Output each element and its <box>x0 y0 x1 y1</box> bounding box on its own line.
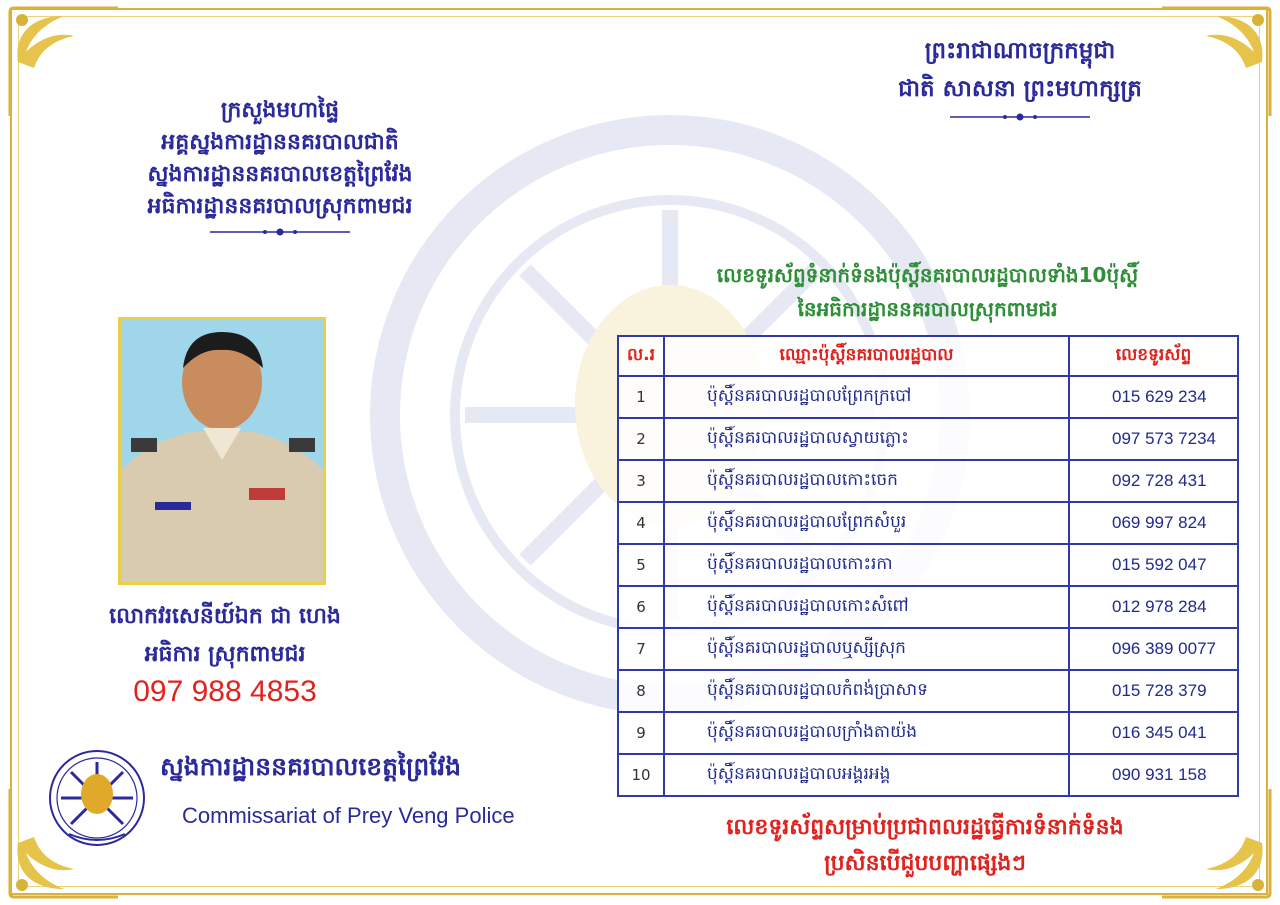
post-name: ប៉ុស្តិ៍នគរបាលរដ្ឋបាលអង្គរអង្គ <box>664 754 1069 796</box>
post-name: ប៉ុស្តិ៍នគរបាលរដ្ឋបាលព្រែកសំបួរ <box>664 502 1069 544</box>
column-header-phone: លេខទូរស័ព្ទ <box>1069 336 1238 376</box>
post-phone: 097 573 7234 <box>1069 418 1238 460</box>
post-name: ប៉ុស្តិ៍នគរបាលរដ្ឋបាលកោះសំពៅ <box>664 586 1069 628</box>
chief-phone: 097 988 4853 <box>133 675 317 708</box>
column-header-post-name: ឈ្មោះប៉ុស្តិ៍នគរបាលរដ្ឋបាល <box>664 336 1069 376</box>
general-commissariat-name: អគ្គស្នងការដ្ឋាននគរបាលជាតិ <box>161 130 399 155</box>
public-contact-notice <box>600 810 1250 882</box>
chief-portrait-photo <box>118 317 326 585</box>
district-inspectorate-name: អធិការដ្ឋាននគរបាលស្រុកពាមជរ <box>147 194 413 219</box>
row-number: 4 <box>618 502 664 544</box>
table-title-line-2: នៃអធិការដ្ឋាននគរបាលស្រុកពាមជរ <box>797 297 1058 321</box>
corner-ornament-icon <box>4 2 124 122</box>
ministry-name: ក្រសួងមហាផ្ទៃ <box>220 98 340 123</box>
officer-portrait-icon <box>121 320 323 582</box>
post-phone: 069 997 824 <box>1069 502 1238 544</box>
post-name: ប៉ុស្តិ៍នគរបាលរដ្ឋបាលព្រែកក្របៅ <box>664 376 1069 418</box>
post-phone: 016 345 041 <box>1069 712 1238 754</box>
table-row <box>618 460 1238 502</box>
table-row <box>618 712 1238 754</box>
divider-ornament-icon <box>210 227 350 237</box>
post-name: ប៉ុស្តិ៍នគរបាលរដ្ឋបាលក្រាំងតាយ៉ង <box>664 712 1069 754</box>
post-name: ប៉ុស្តិ៍នគរបាលរដ្ឋបាលកោះរកា <box>664 544 1069 586</box>
national-motto: ជាតិ សាសនា ព្រះមហាក្សត្រ <box>898 76 1142 102</box>
table-title <box>615 258 1240 326</box>
row-number: 1 <box>618 376 664 418</box>
table-header-row <box>618 336 1238 376</box>
table-title-line-1: លេខទូរស័ព្ទទំនាក់ទំនងប៉ុស្តិ៍នគរបាលរដ្ឋបាលទាំង10ប៉ុស្តិ៍ <box>716 263 1139 287</box>
post-phone: 090 931 158 <box>1069 754 1238 796</box>
row-number: 8 <box>618 670 664 712</box>
row-number: 9 <box>618 712 664 754</box>
divider-ornament-icon <box>950 112 1090 122</box>
column-header-number: ល.រ <box>618 336 664 376</box>
notice-line-1: លេខទូរស័ព្ទសម្រាប់ប្រជាពលរដ្ឋធ្វើការទំនាក់ទំនង <box>726 815 1124 840</box>
post-phone: 096 389 0077 <box>1069 628 1238 670</box>
row-number: 7 <box>618 628 664 670</box>
table-row <box>618 544 1238 586</box>
kingdom-header <box>860 32 1180 122</box>
table-row <box>618 754 1238 796</box>
ministry-header <box>130 95 430 237</box>
police-post-contact-table <box>617 335 1239 797</box>
table-row <box>618 376 1238 418</box>
organization-name-kh: ស្នងការដ្ឋាននគរបាលខេត្តព្រៃវែង <box>160 752 462 781</box>
kingdom-name: ព្រះរាជាណាចក្រកម្ពុជា <box>924 38 1116 64</box>
post-phone: 015 728 379 <box>1069 670 1238 712</box>
post-phone: 015 629 234 <box>1069 376 1238 418</box>
row-number: 6 <box>618 586 664 628</box>
notice-line-2: ប្រសិនបើជួបបញ្ហាផ្សេងៗ <box>824 851 1026 876</box>
provincial-police-logo-icon <box>47 748 147 848</box>
table-row <box>618 502 1238 544</box>
chief-info <box>40 598 410 710</box>
post-phone: 092 728 431 <box>1069 460 1238 502</box>
table-row <box>618 586 1238 628</box>
row-number: 10 <box>618 754 664 796</box>
post-name: ប៉ុស្តិ៍នគរបាលរដ្ឋបាលស្វាយភ្លោះ <box>664 418 1069 460</box>
post-name: ប៉ុស្តិ៍នគរបាលរដ្ឋបាលកំពង់ប្រាសាទ <box>664 670 1069 712</box>
chief-name: លោកវរសេនីយ៍ឯក ជា ហេង <box>109 604 341 629</box>
chief-title: អធិការ ស្រុកពាមជរ <box>144 642 306 667</box>
post-phone: 015 592 047 <box>1069 544 1238 586</box>
row-number: 5 <box>618 544 664 586</box>
table-row <box>618 670 1238 712</box>
row-number: 3 <box>618 460 664 502</box>
post-name: ប៉ុស្តិ៍នគរបាលរដ្ឋបាលឬស្សីស្រុក <box>664 628 1069 670</box>
organization-name-en: Commissariat of Prey Veng Police <box>182 803 515 828</box>
post-name: ប៉ុស្តិ៍នគរបាលរដ្ឋបាលកោះចេក <box>664 460 1069 502</box>
row-number: 2 <box>618 418 664 460</box>
table-row <box>618 628 1238 670</box>
table-row <box>618 418 1238 460</box>
post-phone: 012 978 284 <box>1069 586 1238 628</box>
provincial-commissariat-name: ស្នងការដ្ឋាននគរបាលខេត្តព្រៃវែង <box>147 162 413 187</box>
